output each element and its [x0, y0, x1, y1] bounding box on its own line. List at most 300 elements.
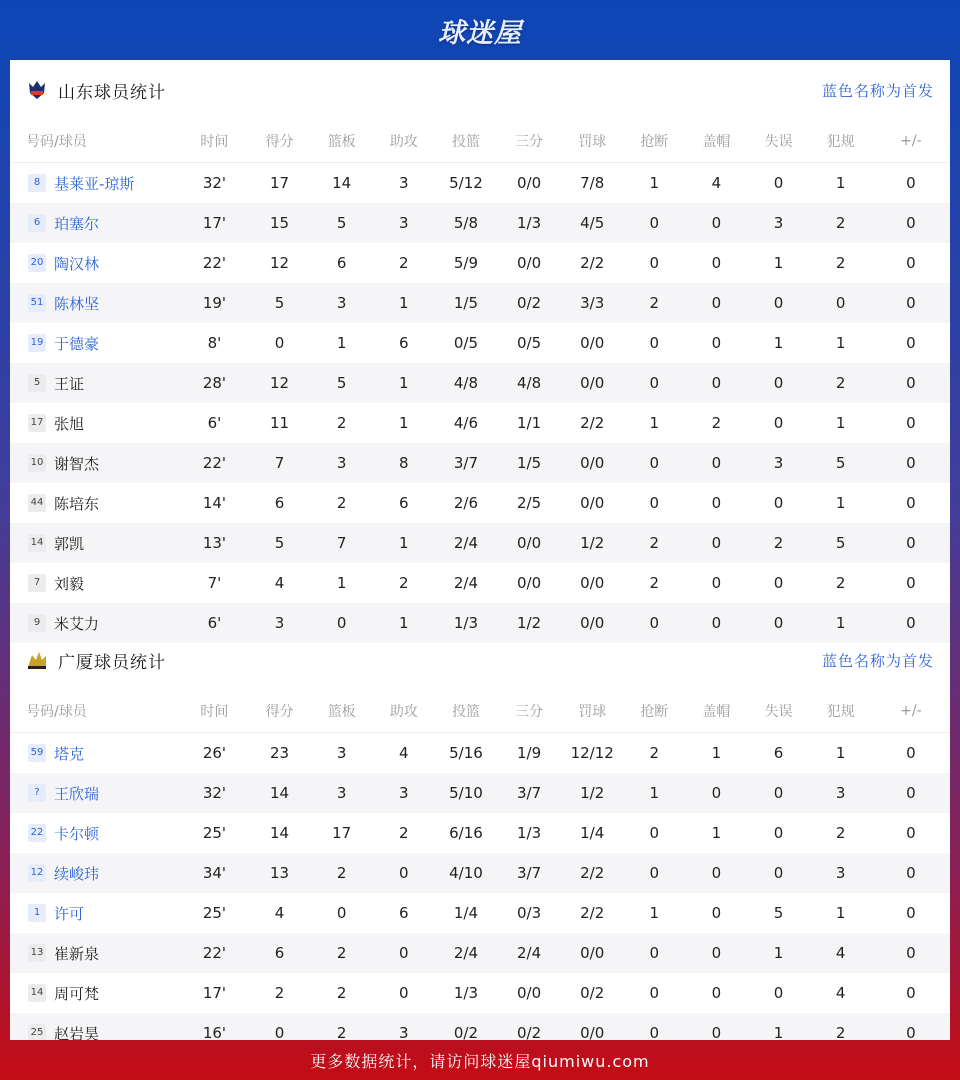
stat-cell: 2/2: [580, 254, 605, 272]
stat-cell: 0: [685, 603, 747, 643]
player-name: 米艾力: [54, 614, 100, 633]
stat-cell: 7: [249, 443, 311, 483]
stat-cell: 0/2: [435, 1013, 497, 1040]
stat-cell: 0: [685, 853, 747, 893]
column-header: 抢断: [623, 690, 685, 733]
stat-cell: 2: [399, 254, 409, 272]
stat-cell: 1: [773, 254, 784, 272]
stat-cell: 6: [399, 904, 409, 922]
stat-cell: 0/5: [516, 334, 542, 352]
stat-cell: 14: [249, 773, 311, 813]
column-header: +/-: [872, 690, 950, 733]
stat-cell: 0: [623, 363, 685, 403]
stat-cell: 2: [311, 1013, 373, 1040]
stat-cell: 0/0: [561, 363, 623, 403]
stat-cell: 0: [399, 984, 409, 1002]
stat-cell: 0: [872, 853, 950, 893]
stat-cell: 4/8: [497, 363, 561, 403]
table-header-row: [10, 690, 950, 733]
stat-cell: 3: [373, 203, 435, 243]
stat-cell: 0: [906, 494, 916, 512]
stat-cell: 28': [180, 363, 248, 403]
player-row: [10, 973, 950, 1013]
stat-cell: 1: [835, 904, 846, 922]
stat-cell: 3/7: [435, 443, 497, 483]
player-cell: [10, 483, 180, 523]
stat-cell: 0: [711, 334, 722, 352]
column-header: 投篮: [435, 690, 497, 733]
stat-cell: 4/6: [453, 414, 478, 432]
stat-cell: 0/0: [580, 334, 605, 352]
player-row: [10, 563, 950, 603]
stat-cell: 2/5: [516, 494, 542, 512]
stat-cell: 2: [649, 574, 660, 592]
stat-cell: 1: [810, 603, 872, 643]
jersey-number-badge: 25: [28, 1024, 46, 1040]
stat-cell: 12: [270, 254, 290, 272]
column-header: 号码/球员: [10, 690, 180, 733]
stat-cell: 0: [748, 363, 810, 403]
player-cell: [10, 773, 180, 813]
stat-cell: 6: [249, 933, 311, 973]
stat-cell: 19': [180, 283, 248, 323]
jersey-number-badge: 7: [28, 574, 46, 592]
stat-cell: 0: [711, 254, 722, 272]
player-cell: [10, 443, 180, 483]
stat-cell: 2: [835, 824, 846, 842]
stat-cell: 2: [336, 414, 347, 432]
stat-cell: 4: [810, 933, 872, 973]
stat-cell: 32': [180, 773, 248, 813]
stat-cell: 2: [711, 414, 722, 432]
column-header: 犯规: [810, 690, 872, 733]
stat-cell: 2: [399, 574, 409, 592]
stat-cell: 2: [311, 853, 373, 893]
player-name: 刘毅: [54, 574, 85, 593]
player-name: 卡尔顿: [54, 824, 100, 843]
player-name: 周可梵: [54, 984, 100, 1003]
jersey-number-badge: 51: [28, 294, 46, 312]
player-row: [10, 443, 950, 483]
jersey-number-badge: 22: [28, 824, 46, 842]
player-cell: [10, 363, 180, 403]
player-cell: [10, 243, 180, 283]
stat-cell: 1/4: [580, 824, 605, 842]
stat-cell: 1: [835, 494, 846, 512]
player-name: 许可: [54, 904, 85, 923]
stat-cell: 1: [336, 334, 347, 352]
stat-cell: 0: [685, 363, 747, 403]
site-logo: 球迷屋: [438, 17, 522, 49]
stat-cell: 1/1: [516, 414, 542, 432]
stat-cell: 16': [180, 1013, 248, 1040]
stat-cell: 17': [202, 984, 227, 1002]
stat-cell: 5: [311, 363, 373, 403]
stat-cell: 1: [336, 574, 347, 592]
stat-cell: 0/0: [516, 174, 542, 192]
stat-cell: 2/2: [561, 853, 623, 893]
player-stats-table: [10, 690, 950, 1040]
jersey-number-badge: ?: [28, 784, 46, 802]
stat-cell: 1: [748, 933, 810, 973]
stat-cell: 3: [249, 603, 311, 643]
jersey-number-badge: 12: [28, 864, 46, 882]
table-body: [10, 163, 950, 644]
stat-cell: 3/7: [497, 773, 561, 813]
jersey-number-badge: 6: [28, 214, 46, 232]
stat-cell: 6: [336, 254, 347, 272]
player-name: 郭凯: [54, 534, 85, 553]
jersey-number-badge: 14: [28, 534, 46, 552]
player-row: [10, 363, 950, 403]
stat-cell: 0: [685, 773, 747, 813]
stat-cell: 1: [711, 744, 722, 762]
player-cell: [10, 933, 180, 973]
stat-cell: 17: [332, 824, 352, 842]
stat-cell: 5: [810, 443, 872, 483]
player-row: [10, 773, 950, 813]
player-name: 王欣瑞: [54, 784, 100, 803]
stat-cell: 3/7: [497, 853, 561, 893]
column-header: 篮板: [311, 120, 373, 163]
stat-cell: 14: [270, 824, 290, 842]
stat-cell: 14: [332, 174, 352, 192]
stat-cell: 0: [906, 824, 916, 842]
stat-cell: 0/3: [516, 904, 542, 922]
column-header: 助攻: [373, 120, 435, 163]
stat-cell: 4: [274, 574, 285, 592]
column-header: +/-: [872, 120, 950, 163]
stat-cell: 0: [906, 414, 916, 432]
stat-cell: 0: [685, 203, 747, 243]
stat-cell: 3: [748, 443, 810, 483]
player-name: 赵岩昊: [54, 1024, 100, 1040]
player-row: [10, 283, 950, 323]
stat-cell: 0: [373, 853, 435, 893]
stat-cell: 1: [373, 523, 435, 563]
team-section-shandong: [10, 60, 950, 633]
stat-cell: 25': [202, 904, 227, 922]
stat-cell: 0/0: [497, 523, 561, 563]
stat-cell: 0/0: [516, 574, 542, 592]
stat-cell: 8': [207, 334, 222, 352]
stat-cell: 4/5: [561, 203, 623, 243]
stat-cell: 2: [336, 984, 347, 1002]
stat-cell: 1: [373, 603, 435, 643]
stat-cell: 0: [906, 744, 916, 762]
team-logo-icon: [26, 79, 48, 101]
stat-cell: 4: [835, 984, 846, 1002]
stat-cell: 1/5: [497, 443, 561, 483]
stat-cell: 0: [623, 1013, 685, 1040]
stat-cell: 3: [336, 744, 347, 762]
stat-cell: 7/8: [580, 174, 605, 192]
jersey-number-badge: 8: [28, 174, 46, 192]
stat-cell: 0: [711, 984, 722, 1002]
stat-cell: 3: [810, 773, 872, 813]
table-body: [10, 733, 950, 1041]
team-header: [10, 60, 950, 120]
stat-cell: 0: [872, 283, 950, 323]
player-cell: [10, 163, 180, 204]
player-cell: [10, 853, 180, 893]
stat-cell: 6: [399, 494, 409, 512]
jersey-number-badge: 9: [28, 614, 46, 632]
stat-cell: 4/8: [435, 363, 497, 403]
stat-cell: 2: [835, 574, 846, 592]
stat-cell: 22': [180, 443, 248, 483]
stat-cell: 7: [311, 523, 373, 563]
stat-cell: 25': [202, 824, 227, 842]
stat-cell: 1: [399, 414, 409, 432]
stat-cell: 3: [373, 773, 435, 813]
player-row: [10, 483, 950, 523]
stat-cell: 0: [373, 933, 435, 973]
stat-cell: 6: [773, 744, 784, 762]
stat-cell: 0: [773, 414, 784, 432]
stat-cell: 1: [649, 174, 660, 192]
stat-cell: 5/12: [449, 174, 483, 192]
stat-cell: 5: [773, 904, 784, 922]
player-name: 陈培东: [54, 494, 100, 513]
stat-cell: 0: [685, 933, 747, 973]
stat-cell: 0: [872, 773, 950, 813]
stat-cell: 0: [649, 334, 660, 352]
stat-cell: 2: [274, 984, 285, 1002]
stat-cell: 0/2: [497, 1013, 561, 1040]
stat-cell: 4: [399, 744, 409, 762]
stat-cell: 0: [872, 443, 950, 483]
stat-cell: 0: [623, 933, 685, 973]
player-stats-table: [10, 120, 950, 643]
stat-cell: 5: [249, 283, 311, 323]
stat-cell: 34': [180, 853, 248, 893]
column-header: 盖帽: [685, 120, 747, 163]
stat-cell: 1: [623, 773, 685, 813]
stat-cell: 0: [274, 334, 285, 352]
stat-cell: 0: [649, 824, 660, 842]
jersey-number-badge: 10: [28, 454, 46, 472]
jersey-number-badge: 19: [28, 334, 46, 352]
column-header: 篮板: [311, 690, 373, 733]
stat-cell: 0: [773, 174, 784, 192]
stat-cell: 0: [906, 574, 916, 592]
column-header: 时间: [180, 120, 248, 163]
stat-cell: 1: [649, 904, 660, 922]
stat-cell: 0: [872, 363, 950, 403]
stat-cell: 5/8: [435, 203, 497, 243]
stat-cell: 0/0: [561, 603, 623, 643]
stat-cell: 0/2: [580, 984, 605, 1002]
stat-cell: 0: [336, 904, 347, 922]
stat-cell: 12/12: [570, 744, 614, 762]
column-header: 时间: [180, 690, 248, 733]
stat-cell: 0: [810, 283, 872, 323]
player-cell: [10, 563, 180, 603]
team-title: 山东球员统计: [58, 82, 166, 103]
player-name: 王证: [54, 374, 85, 393]
jersey-number-badge: 20: [28, 254, 46, 272]
stat-cell: 0: [773, 824, 784, 842]
player-cell: [10, 893, 180, 933]
stat-cell: 2: [399, 824, 409, 842]
column-header: 得分: [249, 690, 311, 733]
stat-cell: 0: [872, 203, 950, 243]
stat-cell: 0: [649, 494, 660, 512]
stat-cell: 1: [748, 1013, 810, 1040]
player-row: [10, 323, 950, 363]
stat-cell: 22': [180, 933, 248, 973]
player-name: 陈林坚: [54, 294, 100, 313]
stat-cell: 11: [270, 414, 290, 432]
stat-cell: 2/2: [580, 904, 605, 922]
stat-cell: 0: [649, 984, 660, 1002]
column-header: 抢断: [623, 120, 685, 163]
stat-cell: 3: [399, 174, 409, 192]
stat-cell: 1/3: [516, 824, 542, 842]
column-header: 投篮: [435, 120, 497, 163]
stat-cell: 6: [399, 334, 409, 352]
stat-cell: 2: [311, 933, 373, 973]
column-header: 犯规: [810, 120, 872, 163]
stat-cell: 3: [311, 443, 373, 483]
column-header: 三分: [497, 690, 561, 733]
stat-cell: 26': [202, 744, 227, 762]
stat-cell: 0/0: [561, 1013, 623, 1040]
stat-cell: 1: [711, 824, 722, 842]
stat-cell: 0: [906, 174, 916, 192]
stat-cell: 0/0: [516, 254, 542, 272]
stat-cell: 1: [835, 174, 846, 192]
stat-cell: 23: [270, 744, 290, 762]
player-row: [10, 853, 950, 893]
stat-cell: 0: [906, 904, 916, 922]
player-row: [10, 523, 950, 563]
stat-cell: 22': [202, 254, 227, 272]
player-row: [10, 1013, 950, 1040]
stat-cell: 3: [311, 773, 373, 813]
stat-cell: 0: [906, 254, 916, 272]
player-cell: [10, 203, 180, 243]
player-name: 续峻玮: [54, 864, 100, 883]
stat-cell: 2: [810, 203, 872, 243]
stat-cell: 3: [810, 853, 872, 893]
stat-cell: 0/5: [453, 334, 478, 352]
stat-cell: 2: [748, 523, 810, 563]
player-cell: [10, 733, 180, 774]
stat-cell: 0: [623, 853, 685, 893]
player-cell: [10, 323, 180, 363]
top-banner: [0, 0, 960, 60]
column-header: 得分: [249, 120, 311, 163]
stat-cell: 32': [202, 174, 227, 192]
stat-cell: 1: [835, 744, 846, 762]
stat-cell: 13': [180, 523, 248, 563]
column-header: 失误: [748, 690, 810, 733]
stat-cell: 1: [649, 414, 660, 432]
player-row: [10, 813, 950, 853]
stat-cell: 0: [748, 773, 810, 813]
stat-cell: 5: [249, 523, 311, 563]
stat-cell: 0: [748, 853, 810, 893]
stat-cell: 0: [685, 283, 747, 323]
column-header: 罚球: [561, 690, 623, 733]
stat-cell: 0: [711, 904, 722, 922]
stat-cell: 0/2: [497, 283, 561, 323]
stat-cell: 1/9: [516, 744, 542, 762]
stat-cell: 4: [711, 174, 722, 192]
team-section-guangsha: [10, 630, 950, 1040]
stat-cell: 6': [207, 414, 222, 432]
stat-cell: 4: [274, 904, 285, 922]
player-name: 张旭: [54, 414, 85, 433]
column-header: 盖帽: [685, 690, 747, 733]
stat-cell: 1: [835, 334, 846, 352]
stat-cell: 0: [773, 984, 784, 1002]
stat-cell: 0: [685, 523, 747, 563]
player-row: [10, 163, 950, 204]
stat-cell: 1: [373, 283, 435, 323]
player-name: 崔新泉: [54, 944, 100, 963]
stat-cell: 0: [872, 1013, 950, 1040]
stat-cell: 1/2: [497, 603, 561, 643]
stat-cell: 1/4: [453, 904, 478, 922]
stat-cell: 0/0: [580, 574, 605, 592]
player-row: [10, 733, 950, 774]
starter-legend-note: 蓝色名称为首发: [821, 651, 934, 670]
stat-cell: 8: [373, 443, 435, 483]
stat-cell: 12: [249, 363, 311, 403]
stat-cell: 1: [773, 334, 784, 352]
stat-cell: 4/10: [435, 853, 497, 893]
stat-cell: 14': [202, 494, 227, 512]
team-title: 广厦球员统计: [58, 652, 166, 673]
stat-cell: 1/3: [435, 603, 497, 643]
stat-cell: 0: [685, 1013, 747, 1040]
stat-cell: 5: [311, 203, 373, 243]
stat-cell: 0: [872, 933, 950, 973]
column-header: 助攻: [373, 690, 435, 733]
stat-cell: 3: [748, 203, 810, 243]
stat-cell: 0: [906, 984, 916, 1002]
stat-cell: 0: [748, 283, 810, 323]
stat-cell: 5/10: [435, 773, 497, 813]
player-name: 于德豪: [54, 334, 100, 353]
stat-cell: 0: [872, 523, 950, 563]
player-row: [10, 243, 950, 283]
stat-cell: 0: [773, 574, 784, 592]
stat-cell: 0: [623, 443, 685, 483]
footer-link-text[interactable]: 更多数据统计，请访问球迷屋qiumiwu.com: [310, 1051, 650, 1071]
stat-cell: 7': [207, 574, 222, 592]
player-cell: [10, 403, 180, 443]
stat-cell: 1: [835, 414, 846, 432]
jersey-number-badge: 17: [28, 414, 46, 432]
stat-cell: 5/16: [449, 744, 483, 762]
stat-cell: 6: [274, 494, 285, 512]
player-cell: [10, 523, 180, 563]
stat-cell: 1/3: [453, 984, 478, 1002]
stat-cell: 2: [336, 494, 347, 512]
stat-cell: 0: [711, 494, 722, 512]
player-row: [10, 893, 950, 933]
player-cell: [10, 813, 180, 853]
stat-cell: 17: [270, 174, 290, 192]
stat-cell: 0/0: [580, 494, 605, 512]
player-cell: [10, 1013, 180, 1040]
stats-panel: [10, 60, 950, 1040]
player-row: [10, 403, 950, 443]
